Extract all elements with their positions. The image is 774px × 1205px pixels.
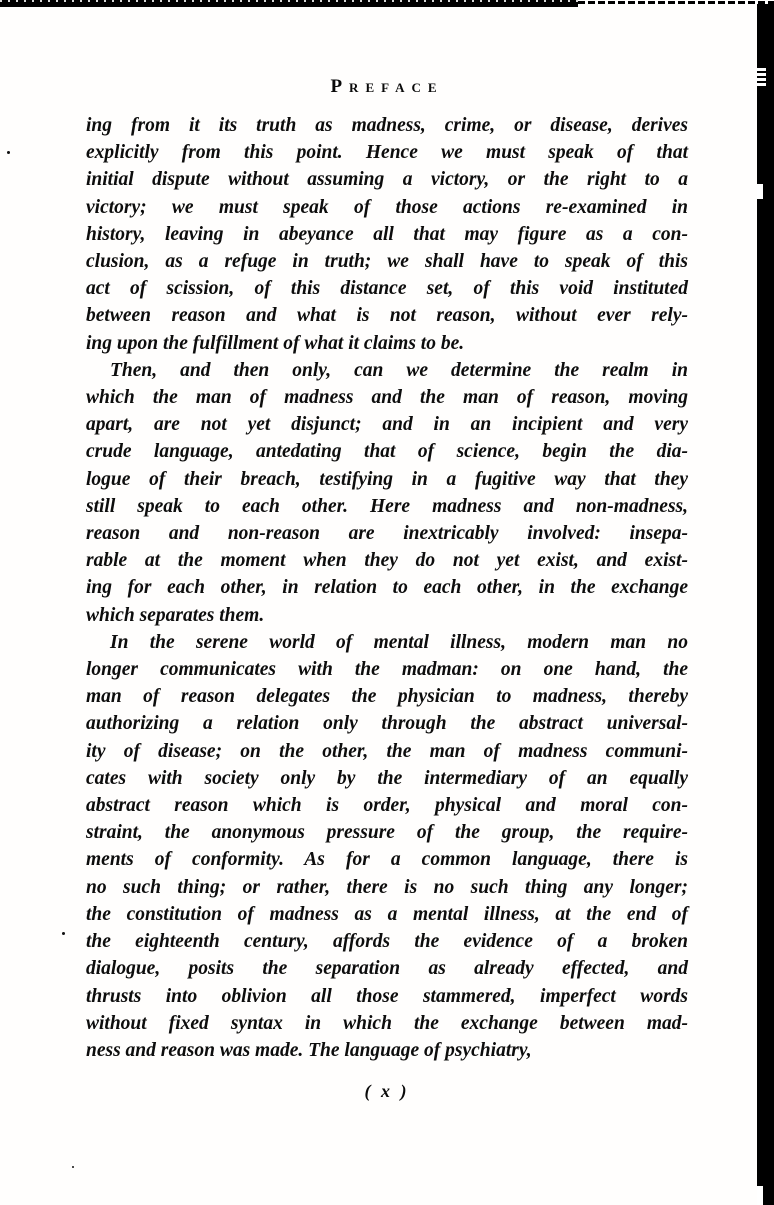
page-number: ( x ) [364, 1081, 410, 1101]
preface-heading: Preface [330, 76, 444, 97]
text-line: rable at the moment when they do not yet exist, and exist- [86, 550, 688, 572]
body-text [86, 112, 688, 1064]
scan-artifact-speck [7, 151, 10, 154]
text-line: longer communicates with the madman: on one hand, the [86, 659, 688, 681]
text-line: reason and non-reason are inextricably involved: insepa- [86, 523, 688, 545]
scan-artifact-top-dashed-line [578, 1, 774, 4]
text-line: explicitly from this point. Hence we must speak of that [86, 142, 688, 164]
text-line: the eighteenth century, affords the evidence of a broken [86, 931, 688, 953]
text-line: ments of conformity. As for a common language, there is [86, 849, 688, 871]
text-line: ing upon the fulfillment of what it claims to be. [86, 332, 465, 354]
text-line: man of reason delegates the physician to madness, thereby [86, 686, 688, 708]
text-line: history, leaving in abeyance all that may figure as a con- [86, 223, 688, 245]
text-line: still speak to each other. Here madness and non-madness, [86, 495, 688, 517]
text-line: dialogue, posits the separation as already effected, and [86, 958, 688, 980]
scan-artifact-speck [62, 932, 65, 935]
text-line: thrusts into oblivion all those stammered, imperfect words [86, 985, 688, 1007]
text-line: ness and reason was made. The language of psychiatry, [86, 1039, 532, 1061]
text-line: ing from it its truth as madness, crime, or disease, derives [86, 115, 688, 136]
text-line: cates with society only by the intermediary of an equally [86, 767, 688, 789]
text-line: ity of disease; on the other, the man of madness communi- [86, 740, 688, 762]
text-line: victory; we must speak of those actions re-examined in [86, 196, 688, 218]
text-line: initial dispute without assuming a victory, or the right to a [86, 169, 688, 191]
text-line: Then, and then only, can we determine the realm in [110, 359, 688, 381]
text-line: ing for each other, in relation to each other, in the exchange [86, 577, 688, 599]
text-line: authorizing a relation only through the abstract universal- [86, 713, 688, 735]
text-line: between reason and what is not reason, without ever rely- [86, 305, 688, 327]
scan-artifact-top-bar [0, 0, 578, 7]
text-line: crude language, antedating that of science, begin the dia- [86, 441, 688, 463]
text-line: abstract reason which is order, physical and moral con- [86, 795, 688, 817]
scan-artifact-speck [72, 1166, 74, 1168]
text-line: without fixed syntax in which the exchange between mad- [86, 1012, 688, 1034]
scan-artifact-right-bar [757, 4, 774, 1205]
text-line: straint, the anonymous pressure of the group, the require- [86, 822, 688, 844]
scan-artifact-notch [757, 1186, 763, 1205]
scan-artifact-notch [757, 184, 763, 199]
text-line: no such thing; or rather, there is no such thing any longer; [86, 876, 688, 898]
text-line: which the man of madness and the man of reason, moving [86, 387, 688, 409]
text-line: In the serene world of mental illness, modern man no [110, 631, 688, 653]
text-line: which separates them. [86, 604, 265, 626]
text-line: act of scission, of this distance set, of this void instituted [86, 278, 688, 300]
text-line: logue of their breach, testifying in a fugitive way that they [86, 468, 688, 490]
text-line: clusion, as a refuge in truth; we shall have to speak of this [86, 251, 688, 273]
text-line: the constitution of madness as a mental illness, at the end of [86, 903, 688, 925]
text-line: apart, are not yet disjunct; and in an incipient and very [86, 414, 688, 436]
